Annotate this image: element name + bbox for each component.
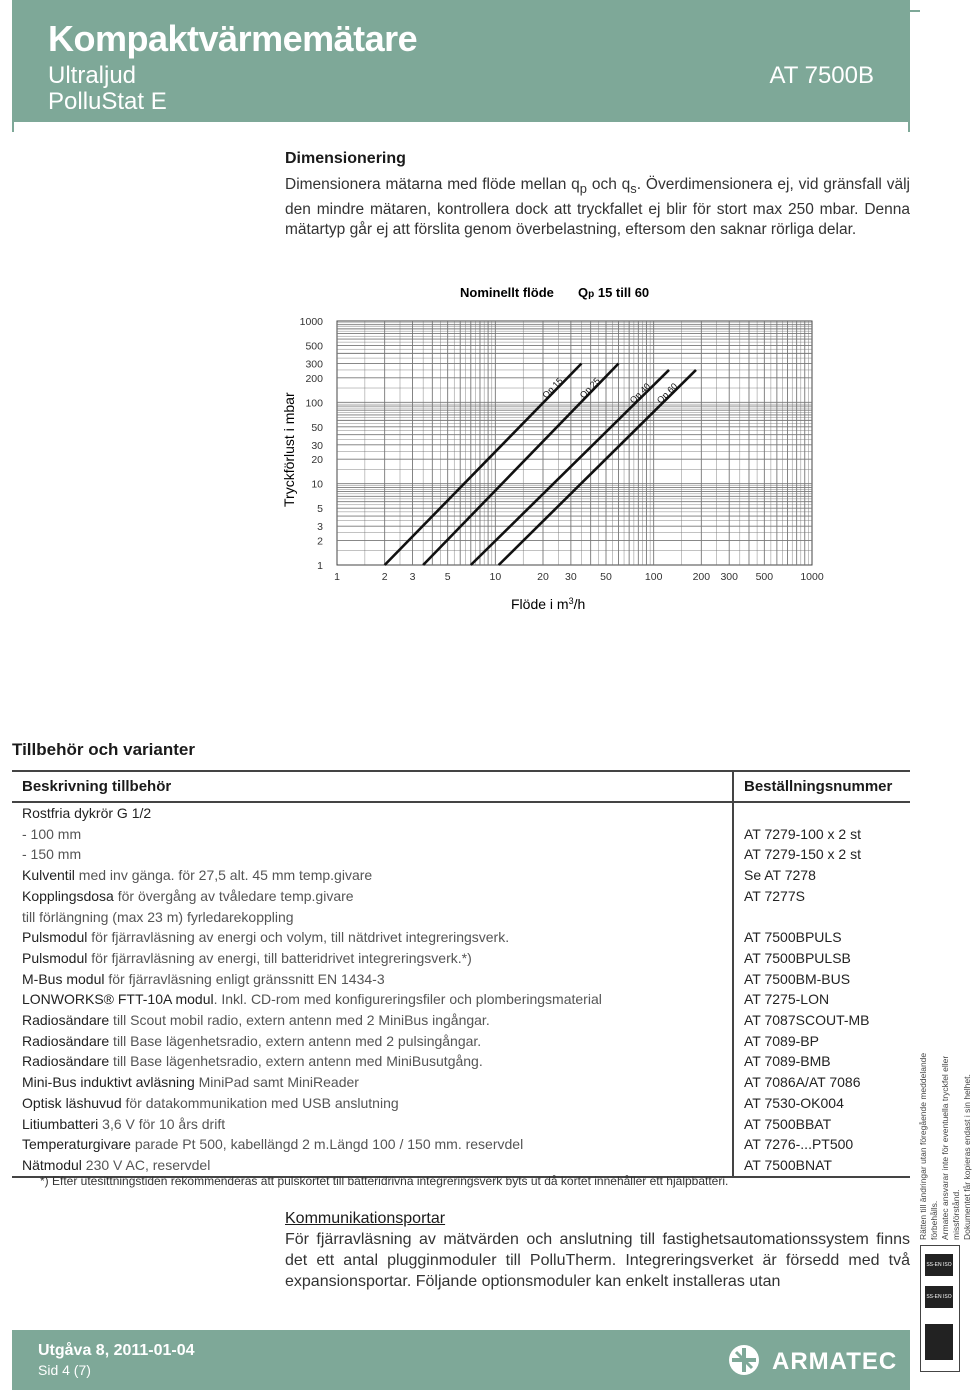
table-row: [12, 1093, 910, 1114]
table-row: [12, 1134, 910, 1155]
accessory-description: - 150 mm: [22, 846, 82, 863]
accessory-description: Radiosändare till Base lägenhetsradio, extern antenn med 2 pulsingångar.: [22, 1032, 482, 1049]
y-tick-label: 3: [317, 521, 323, 534]
disclaimer-line: Dokumentet får kopieras endast i sin helhet.: [962, 1074, 972, 1240]
accessory-description: - 100 mm: [22, 825, 82, 842]
accessory-description: Radiosändare till Base lägenhetsradio, extern antenn med MiniBusutgång.: [22, 1053, 483, 1070]
accessory-order-number: AT 7277S: [733, 886, 910, 907]
column-header-order-number: Beställningsnummer: [733, 771, 910, 802]
table-row: [12, 948, 910, 969]
table-row: [12, 802, 910, 824]
accessory-description: LONWORKS® FTT-10A modul. Inkl. CD-rom med konfigureringsfiler och plomberingsmaterial: [22, 991, 602, 1008]
x-tick-label: 1: [334, 571, 340, 583]
certification-logos: [920, 1245, 960, 1372]
x-tick-label: 300: [720, 571, 738, 583]
communication-paragraph: För fjärravläsning av mätvärden och anslutning till fastighetsautomationssystem finns det ett antal plugginmoduler till PolluTherm. Integreringsverket är försedd med två expansionsportar. Följande optionsmoduler kan enkelt installeras utan: [285, 1231, 910, 1290]
table-row: [12, 969, 910, 990]
accessory-order-number: AT 7530-OK004: [733, 1093, 910, 1114]
column-header-description: Beskrivning tillbehör: [12, 771, 733, 802]
x-tick-label: 20: [537, 571, 549, 583]
page-header: [12, 0, 910, 122]
header-subtitle-technology: Ultraljud: [48, 62, 137, 89]
accessory-description: Litiumbatteri 3,6 V för 10 års drift: [22, 1115, 226, 1132]
accessory-description: Kulventil med inv gänga. för 27,5 alt. 45 mm temp.givare: [22, 867, 373, 884]
armatec-logo-icon: [728, 1344, 760, 1376]
accessory-order-number: AT 7275-LON: [733, 989, 910, 1010]
y-tick-label: 200: [305, 372, 323, 385]
iso-14001-badge: SS-EN ISO 14001: [925, 1286, 953, 1308]
accessory-description: till förlängning (max 23 m) fyrledarekoppling: [22, 908, 294, 925]
accessories-footnote: *) Efter utesittningstiden rekommenderas att pulskortet till batteridrivna integreringsverk byts ut då kortet innehåller ett hjälpbatteri.: [40, 1174, 729, 1188]
accessory-order-number: AT 7276-...PT500: [733, 1134, 910, 1155]
section-title-communication: Kommunikationsportar: [285, 1210, 446, 1227]
accessory-description: Temperaturgivare parade Pt 500, kabellängd 2 m.Längd 100 / 150 mm. reservdel: [22, 1136, 524, 1153]
accessory-order-number: AT 7279-150 x 2 st: [733, 844, 910, 865]
chart-title-right: Qp 15 till 60: [578, 285, 650, 300]
y-tick-label: 30: [311, 439, 323, 452]
disclaimer-line: Armatec ansvarar inte för eventuella tryckfel eller missförstånd.: [940, 1055, 961, 1240]
series-label: Qp 40: [627, 381, 653, 406]
accessory-description: Optisk läshuvud för datakommunikation med USB anslutning: [22, 1094, 399, 1111]
y-tick-label: 1000: [299, 316, 323, 328]
corner-mark: [908, 122, 910, 132]
accessory-description: Kopplingsdosa för övergång av tvåledare temp.givare: [22, 887, 354, 904]
accessory-order-number: AT 7500BM-BUS: [733, 969, 910, 990]
chart-grid: [337, 321, 812, 565]
header-title: Kompaktvärmemätare: [48, 18, 418, 59]
corner-mark: [910, 10, 920, 12]
table-row: [12, 1114, 910, 1135]
accessory-description: Pulsmodul för fjärravläsning av energi och volym, till nätdrivet integreringsverk.: [22, 929, 510, 946]
table-row: [12, 824, 910, 845]
disclaimer-line: Rätten till ändringar utan föregående meddelande förbehålls.: [918, 1052, 939, 1240]
y-tick-label: 5: [317, 503, 323, 516]
y-tick-label: 1: [317, 560, 323, 572]
accessory-description: Radiosändare till Scout mobil radio, extern antenn med 2 MiniBus ingångar.: [22, 1012, 490, 1029]
chart-series: [385, 364, 696, 565]
x-tick-label: 2: [381, 571, 388, 583]
accessory-order-number: AT 7500BBAT: [733, 1114, 910, 1135]
table-header-row: [12, 771, 910, 802]
iso-9001-badge: SS-EN ISO: [925, 1254, 953, 1276]
accessory-description: Mini-Bus induktivt avläsning MiniPad samt MiniReader: [22, 1074, 359, 1091]
accessory-order-number: AT 7500BPULSB: [733, 948, 910, 969]
accessory-description: Pulsmodul för fjärravläsning av energi, till batteridrivet integreringsverk.*): [22, 949, 472, 966]
pressure-loss-chart: [270, 275, 860, 620]
y-tick-label: 50: [311, 421, 323, 434]
section-title-accessories: Tillbehör och varianter: [12, 740, 195, 759]
y-tick-label: 2: [317, 535, 323, 548]
accessory-order-number: AT 7500BPULS: [733, 927, 910, 948]
chart-ticks: [300, 316, 824, 583]
table-row: [12, 1051, 910, 1072]
accessory-description: M-Bus modul för fjärravläsning enligt gränssnitt EN 1434-3: [22, 970, 385, 987]
page-footer: [12, 1330, 910, 1390]
accessory-order-number: AT 7086A/AT 7086: [733, 1072, 910, 1093]
accessories-table: [12, 770, 910, 1178]
chart-plot-border: [337, 321, 812, 565]
accessory-order-number: AT 7279-100 x 2 st: [733, 824, 910, 845]
accessory-order-number: [733, 802, 910, 824]
x-tick-label: 100: [644, 571, 663, 583]
x-tick-label: 50: [600, 571, 612, 583]
accessory-order-number: AT 7500BNAT: [733, 1155, 910, 1177]
accessory-order-number: AT 7089-BMB: [733, 1051, 910, 1072]
table-row: [12, 927, 910, 948]
accessory-order-number: AT 7089-BP: [733, 1031, 910, 1052]
edition-date: Utgåva 8, 2011-01-04: [38, 1342, 195, 1359]
table-row: [12, 1031, 910, 1052]
x-tick-label: 5: [444, 571, 451, 583]
x-tick-label: 1000: [800, 571, 824, 583]
y-tick-label: 100: [305, 397, 323, 410]
x-tick-label: 10: [489, 571, 502, 583]
series-label: Qp 60: [654, 381, 680, 406]
series-label: Qp 25: [577, 375, 602, 401]
sidebar-disclaimer: [918, 1040, 972, 1240]
table-row: [12, 989, 910, 1010]
table-row: [12, 865, 910, 886]
x-tick-label: 30: [565, 571, 577, 583]
x-tick-label: 200: [692, 571, 711, 583]
dimensioning-paragraph: Dimensionera mätarna med flöde mellan $q_p$ och $q_s$. Överdimensionera ej, vid gränsfall välj den mindre mätaren, kontrollera dock att tryckfallet ej blir för stort max 250 mbar. Denna mätartyp går ej att förslita genom överbelastning, eftersom den saknar rörliga delar.: [285, 176, 910, 239]
chart-y-axis-label: Tryckförlust i mbar: [281, 392, 297, 507]
y-tick-label: 300: [305, 358, 323, 371]
section-title-dimensioning: Dimensionering: [285, 150, 406, 167]
y-tick-label: 20: [311, 454, 323, 467]
x-tick-label: 3: [409, 571, 416, 583]
accessory-order-number: AT 7087SCOUT-MB: [733, 1010, 910, 1031]
table-row: [12, 1072, 910, 1093]
accessories-table-body: [12, 802, 910, 1177]
series-label: Qp 15: [540, 375, 565, 401]
chart-x-axis-label: Flöde i $m^3/h$: [511, 596, 586, 612]
y-tick-label: 10: [311, 478, 323, 491]
corner-mark: [12, 122, 14, 132]
y-tick-label: 500: [305, 340, 323, 353]
table-row: [12, 1010, 910, 1031]
header-subtitle-model: PolluStat E: [48, 88, 167, 115]
accessory-description: Nätmodul 230 V AC, reservdel: [12, 1155, 733, 1177]
page-number: Sid 4 (7): [38, 1362, 91, 1378]
armatec-logo-text: ARMATEC: [772, 1348, 898, 1375]
accessory-description: Rostfria dykrör G 1/2: [22, 805, 152, 821]
accessory-order-number: [733, 907, 910, 928]
x-tick-label: 500: [755, 571, 774, 583]
table-row: [12, 886, 910, 907]
table-row: [12, 907, 910, 928]
header-product-code: AT 7500B: [769, 62, 874, 89]
accessory-order-number: Se AT 7278: [733, 865, 910, 886]
table-row: [12, 844, 910, 865]
chart-title-left: Nominellt flöde: [460, 285, 554, 300]
certification-seal-icon: [925, 1324, 953, 1360]
